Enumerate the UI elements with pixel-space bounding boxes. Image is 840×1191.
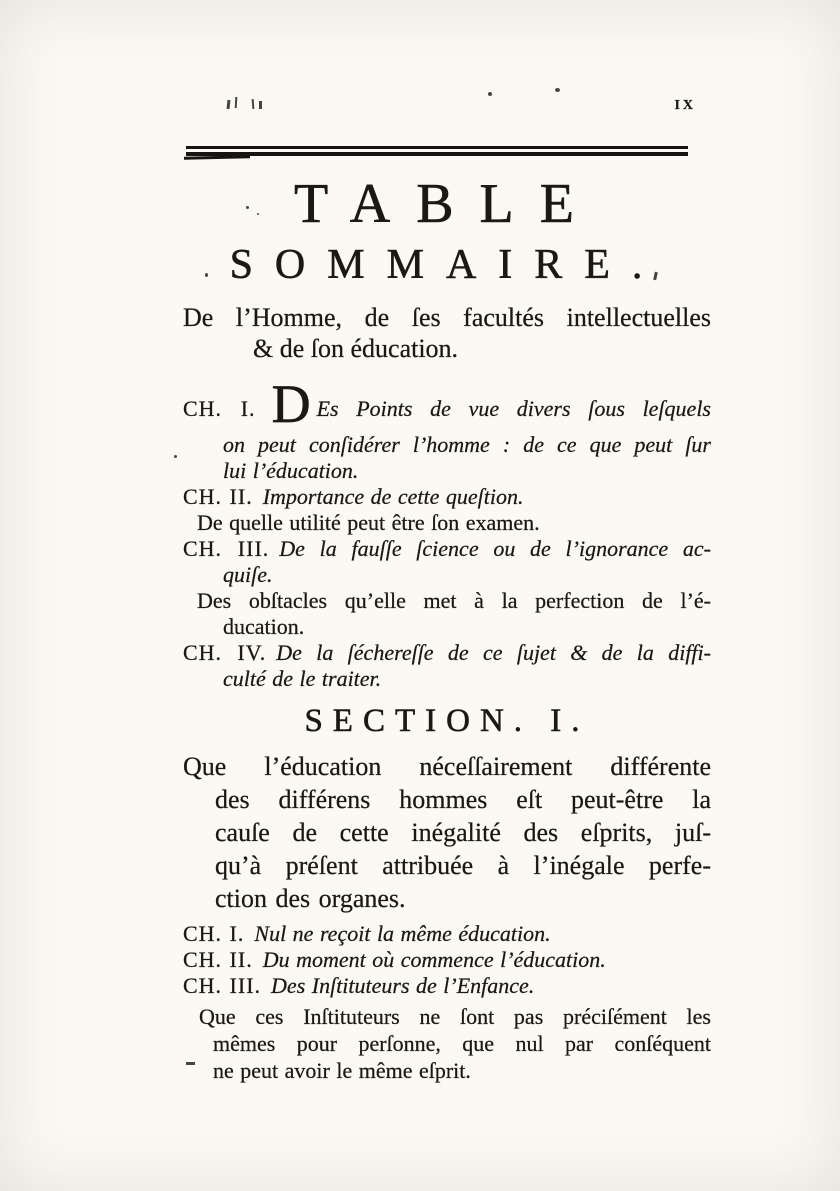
ink-speck bbox=[252, 99, 255, 109]
entry-text: De la ſéchereſſe de ce ſujet & de la diffi- bbox=[276, 640, 711, 665]
section-chapters bbox=[183, 921, 711, 999]
entry-line bbox=[183, 374, 711, 434]
entry-line: De quelle utilité peut être ſon examen. bbox=[197, 510, 540, 535]
entry-line: culté de le traiter. bbox=[223, 666, 382, 691]
argument-line: ction des organes. bbox=[215, 884, 406, 913]
toc-entry-ch1 bbox=[183, 374, 711, 484]
chapter-label: CH. III. bbox=[183, 536, 270, 561]
ornamental-double-rule bbox=[186, 146, 688, 156]
argument-line: qu’à préſent attribuée à l’inégale perfe- bbox=[215, 851, 711, 880]
chapter-label: CH. IV. bbox=[183, 640, 267, 665]
ink-speck bbox=[174, 455, 177, 458]
toc-entry-ch3 bbox=[183, 536, 711, 588]
section-heading: SECTION. I. bbox=[304, 703, 590, 739]
entry-text: Nul ne reçoit la même éducation. bbox=[254, 921, 551, 946]
entry-line bbox=[183, 640, 711, 666]
entry-text: Du moment où commence l’éducation. bbox=[262, 947, 606, 972]
dropcap-initial: D bbox=[271, 374, 311, 434]
entry-line: quiſe. bbox=[223, 562, 273, 587]
chapter-label: CH. III. bbox=[183, 973, 262, 998]
text-column bbox=[183, 168, 711, 1084]
chapter-label: CH. I. bbox=[183, 396, 256, 421]
argument-line: des différens hommes eſt peut-être la bbox=[215, 785, 711, 814]
argument-line: cauſe de cette inégalité des eſprits, juſ- bbox=[215, 818, 711, 847]
entry-line: on peut conſidérer l’homme : de ce que peut ſur bbox=[223, 432, 711, 457]
entry-line: lui l’éducation. bbox=[223, 458, 359, 483]
half-title-line: De l’Homme, de ſes facultés intellectuelles bbox=[183, 303, 711, 332]
argument-line: Que l’éducation néceſſairement différente bbox=[183, 752, 711, 781]
page-number: ix bbox=[674, 92, 696, 114]
table-of-contents bbox=[183, 374, 711, 692]
entry-text: De la fauſſe ſcience ou de l’ignorance ac- bbox=[279, 536, 711, 561]
entry-line bbox=[183, 947, 711, 973]
entry-line bbox=[183, 484, 711, 510]
entry-line bbox=[183, 973, 711, 999]
ink-speck bbox=[555, 88, 560, 92]
entry-line: Des obſtacles qu’elle met à la perfection de l’é- bbox=[197, 588, 711, 613]
closing-line: mêmes pour perſonne, que nul par conſéquent bbox=[213, 1031, 711, 1056]
entry-line: ducation. bbox=[223, 614, 305, 639]
toc-entry-ch4 bbox=[183, 640, 711, 692]
chapter-label: CH. I. bbox=[183, 921, 245, 946]
entry-line bbox=[183, 536, 711, 562]
entry-text: Des Inſtituteurs de l’Enfance. bbox=[271, 973, 535, 998]
entry-line bbox=[183, 921, 711, 947]
page-title: TABLE bbox=[294, 173, 600, 235]
page-subtitle: SOMMAIRE. bbox=[229, 242, 665, 288]
closing-note bbox=[183, 1003, 711, 1084]
ink-speck bbox=[227, 100, 231, 109]
closing-line: Que ces Inſtituteurs ne ſont pas préciſément les bbox=[199, 1004, 711, 1029]
closing-line: ne peut avoir le même eſprit. bbox=[213, 1058, 471, 1083]
toc-note bbox=[183, 588, 711, 640]
toc-note bbox=[183, 510, 711, 536]
half-title bbox=[183, 302, 711, 364]
half-title-line: & de ſon éducation. bbox=[253, 334, 459, 363]
chapter-label: CH. II. bbox=[183, 947, 253, 972]
chapter-label: CH. II. bbox=[183, 484, 253, 509]
entry-text: Importance de cette queſtion. bbox=[262, 484, 524, 509]
ink-speck bbox=[259, 101, 262, 109]
ink-speck bbox=[235, 97, 238, 108]
entry-text: Es Points de vue divers ſous leſquels bbox=[316, 396, 711, 421]
toc-entry-ch2 bbox=[183, 484, 711, 510]
ink-speck bbox=[488, 92, 492, 96]
section-argument bbox=[183, 750, 711, 915]
